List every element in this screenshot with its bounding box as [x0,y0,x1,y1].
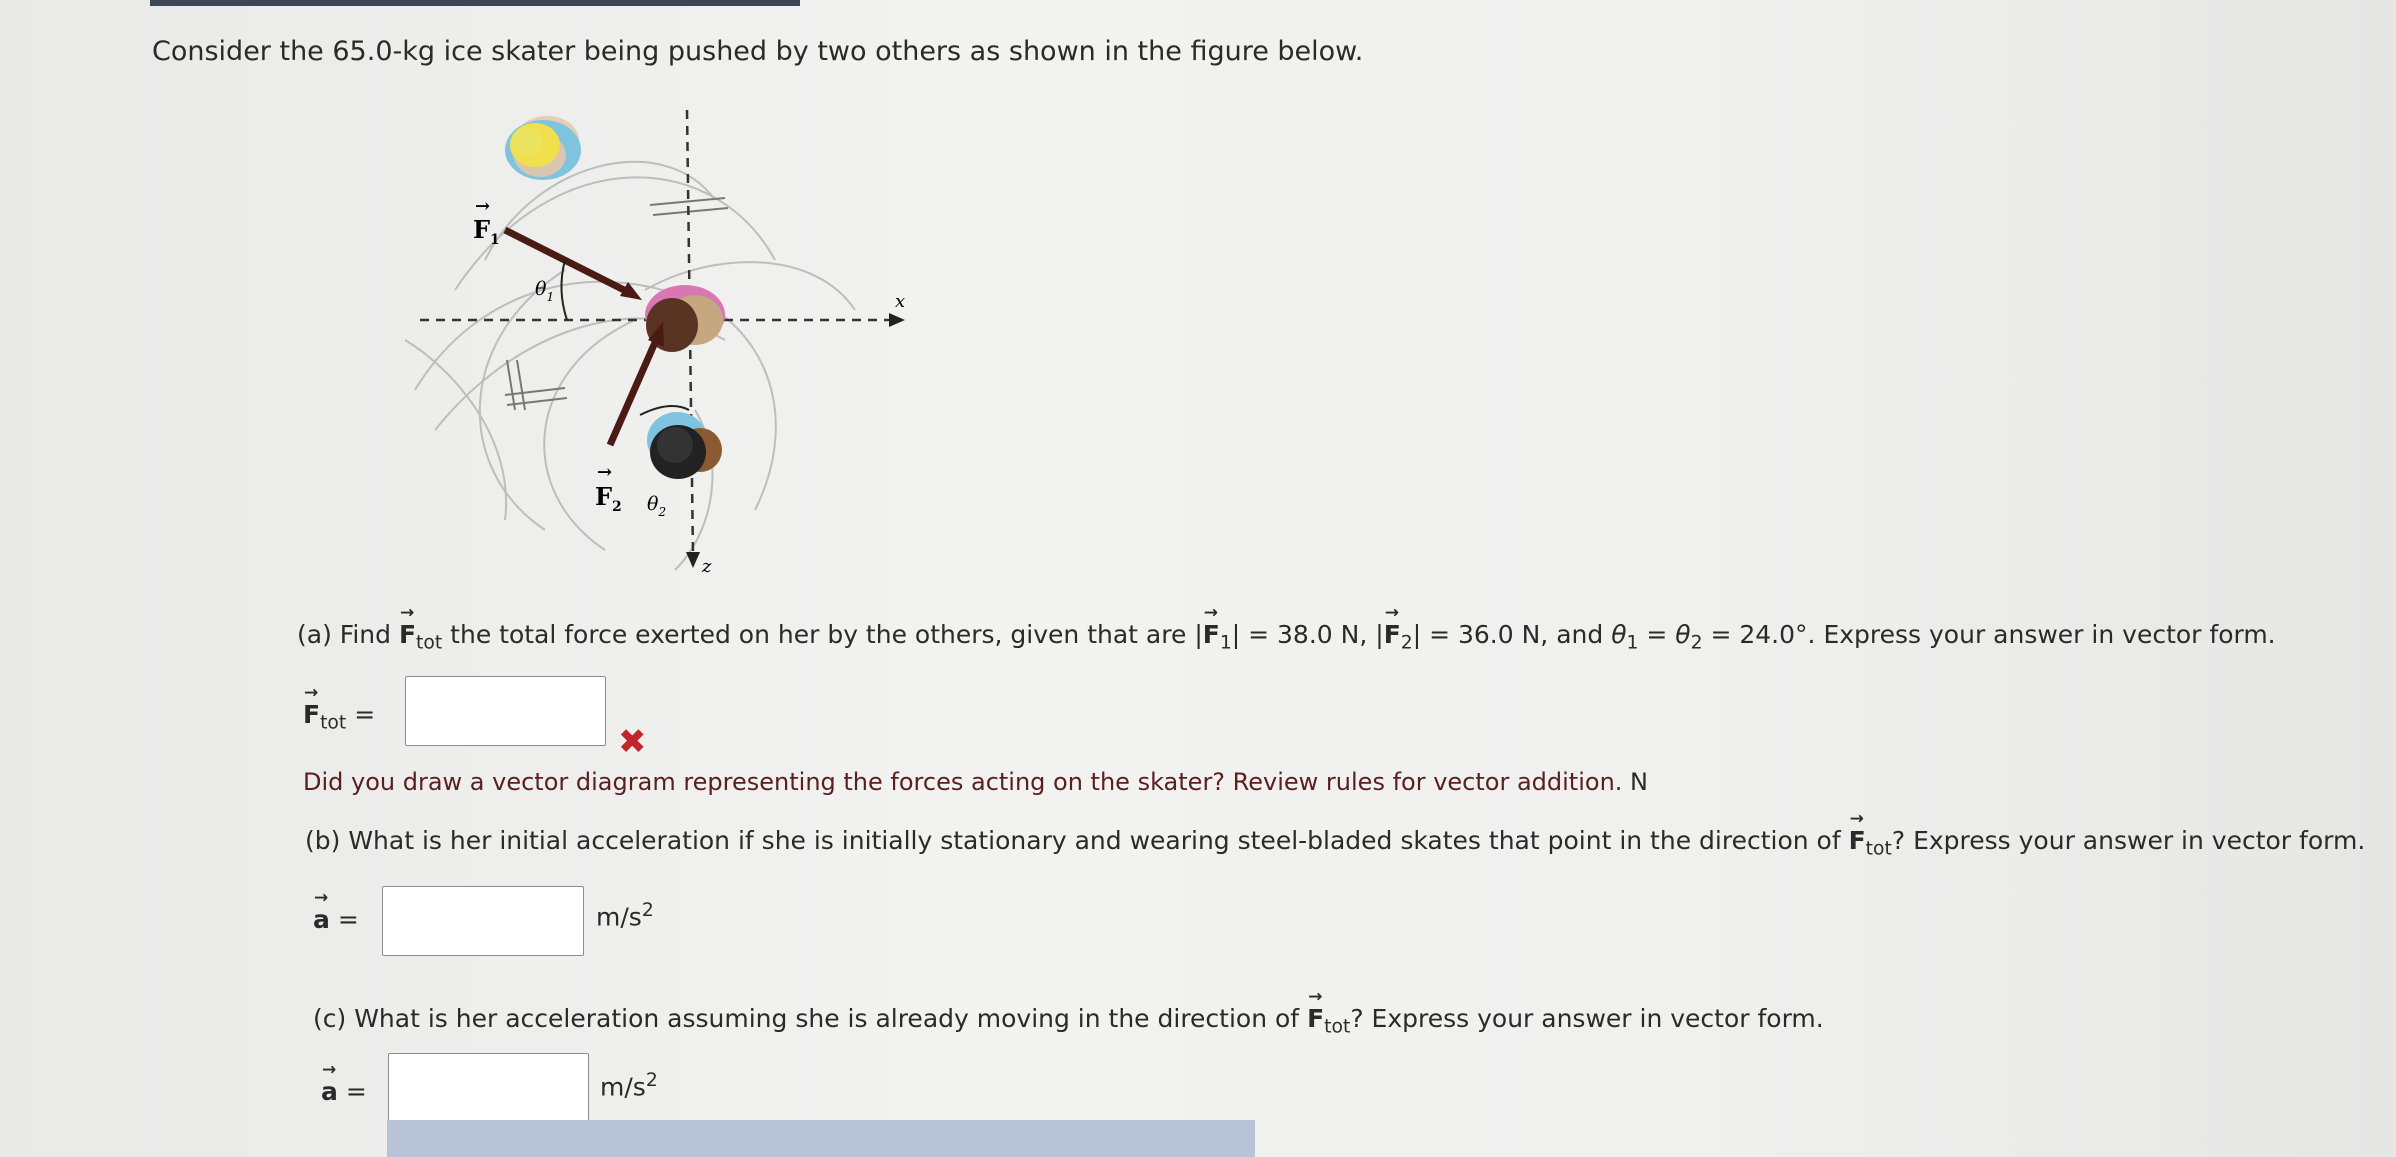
theta1-arc [561,260,567,320]
theta2-label: $\theta_2$ [647,493,667,519]
f1-label-arrow: → [475,196,491,217]
ftot-symbol: → F [399,620,416,649]
accel-b-unit: $m/s^2$ [596,900,654,932]
f1-label: $F_1$ [473,215,500,248]
accel-b-answer-label: → a = [313,905,359,934]
skater-figure [395,110,925,590]
skater-pusher-2 [647,412,722,479]
f2-label: $F_2$ [595,482,622,515]
footer-panel [387,1120,1255,1157]
accel-c-answer-input[interactable] [388,1053,589,1123]
ftot-answer-label: → $F_{tot}$ = [303,700,375,734]
theta1-label: $\theta_1$ [535,278,555,304]
accel-b-answer-input[interactable] [382,886,584,956]
f2-label-arrow: → [597,462,613,483]
x-mark-icon: ✖ [618,722,647,762]
part-b-question: (b) What is her initial acceleration if she is initially stationary and wearing steel-bladed skates that point in the direction of → $F_{tot}$? Express your answer in vector form. [305,826,2365,860]
skater-pusher-1 [505,116,581,180]
ftot-answer-input[interactable] [405,676,606,746]
part-a-question: (a) Find → $F_{tot}$ the total force exerted on her by the others, given that are |→ $F_1| = 38.0$ N, |→ $F_2| = 36.0$ N, and $\theta_1 = \theta_2 = 24.0^\circ$. Express your answer in vector form. [297,620,2276,654]
z-axis-arrowhead [686,552,700,568]
x-axis-label: x [895,291,906,312]
part-a-feedback: Did you draw a vector diagram representing the forces acting on the skater? Review rules for vector addition. N [303,768,1648,796]
problem-intro: Consider the 65.0-kg ice skater being pushed by two others as shown in the figure below. [152,36,1364,67]
part-c-question: (c) What is her acceleration assuming she is already moving in the direction of → $F_{tot}$? Express your answer in vector form. [313,1004,1824,1038]
z-axis-label: z [702,556,712,577]
x-axis-arrowhead [889,313,905,327]
accel-c-answer-label: → a = [321,1077,367,1106]
accel-c-unit: $m/s^2$ [600,1070,658,1102]
top-bar [150,0,800,6]
